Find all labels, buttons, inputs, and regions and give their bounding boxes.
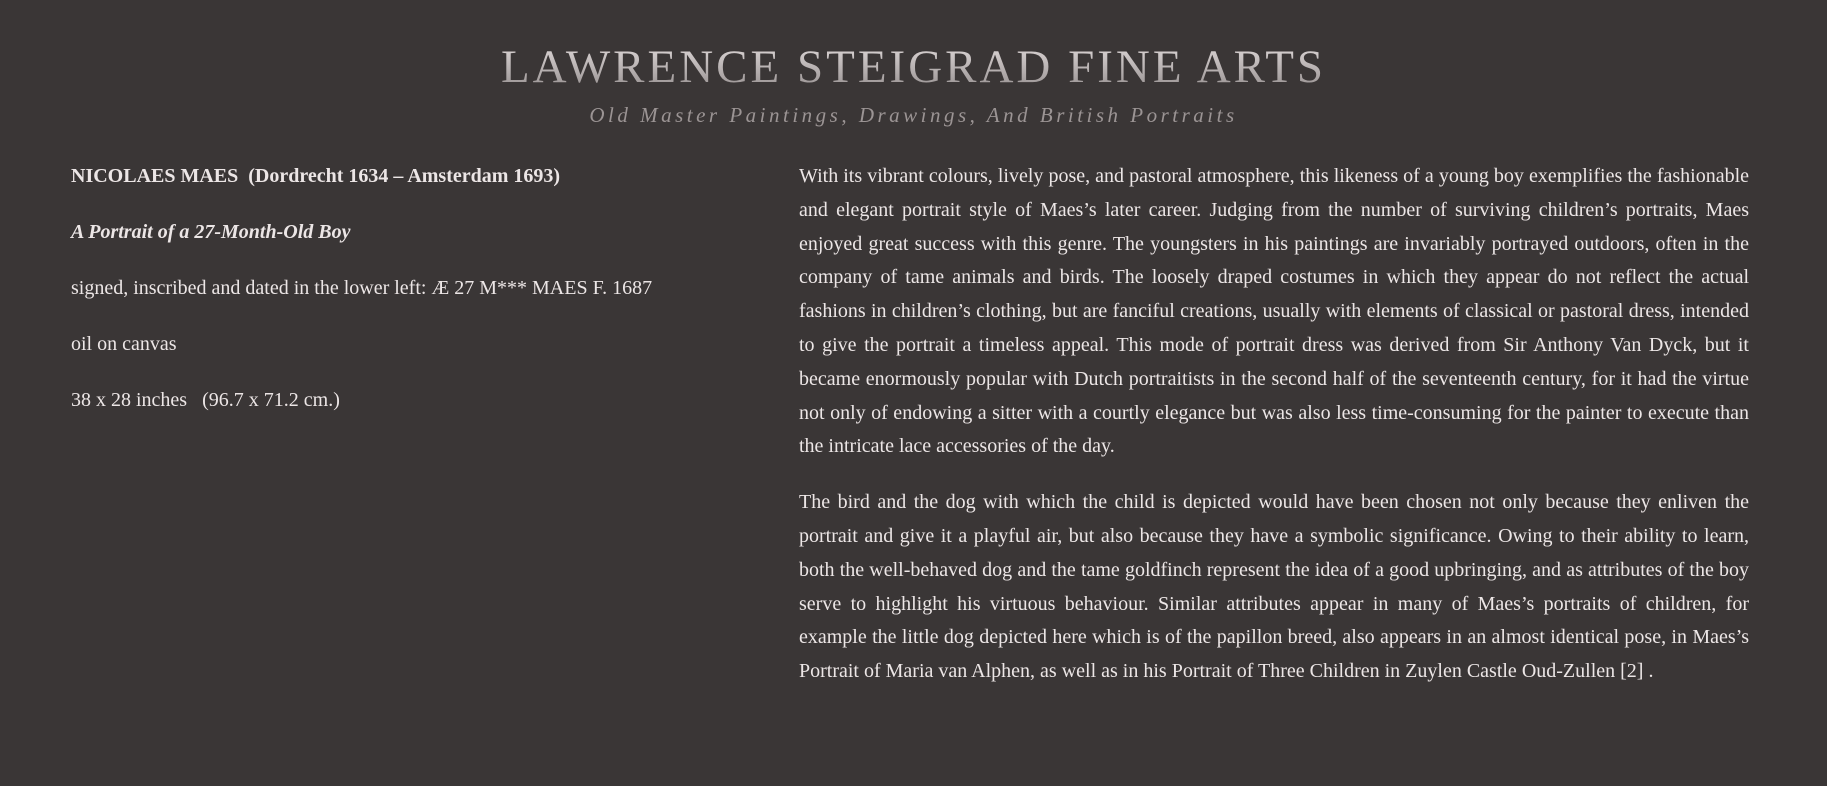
- artwork-medium: oil on canvas: [71, 333, 177, 355]
- artwork-dimensions: 38 x 28 inches (96.7 x 71.2 cm.): [71, 389, 340, 411]
- essay-paragraph-1: With its vibrant colours, lively pose, and pastoral atmosphere, this likeness of a young boy exemplifies the fashionable and elegant portrait style of Maes’s later career. Judging from the number of surviving children’s portraits, Maes enjoyed great success with this genre. The youngsters in his paintings are invariably portrayed outdoors, often in the company of tame animals and birds. The loosely draped costumes in which they appear do not reflect the actual fashions in children’s clothing, but are fanciful creations, usually with elements of classical or pastoral dress, intended to give the portrait a timeless appeal. This mode of portrait dress was derived from Sir Anthony Van Dyck, but it became enormously popular with Dutch portraitists in the second half of the seventeenth century, for it had the virtue not only of endowing a sitter with a courtly elegance but was also less time-consuming for the painter to execute than the intricate lace accessories of the day.: [799, 165, 1749, 458]
- artwork-title: A Portrait of a 27-Month-Old Boy: [71, 221, 351, 243]
- artwork-details: [71, 165, 751, 445]
- artist-name: NICOLAES MAES: [71, 165, 239, 187]
- site-title[interactable]: LAWRENCE STEIGRAD FINE ARTS: [0, 38, 1827, 96]
- artist-line: [71, 165, 751, 187]
- artist-dates: (Dordrecht 1634 – Amsterdam 1693): [248, 165, 561, 187]
- artwork-inscription: signed, inscribed and dated in the lower left: Æ 27 M*** MAES F. 1687: [71, 277, 653, 299]
- site-header: [0, 38, 1827, 128]
- site-subtitle: Old Master Paintings, Drawings, And British Portraits: [589, 103, 1238, 127]
- essay: [799, 160, 1749, 711]
- essay-paragraph-2: The bird and the dog with which the child is depicted would have been chosen not only because they enliven the portrait and give it a playful air, but also because they have a symbolic significance. Owing to their ability to learn, both the well-behaved dog and the tame goldfinch represent the idea of a good upbringing, and as attributes of the boy serve to highlight his virtuous behaviour. Similar attributes appear in many of Maes’s portraits of children, for example the little dog depicted here which is of the papillon breed, also appears in an almost identical pose, in Maes’s Portrait of Maria van Alphen, as well as in his Portrait of Three Children in Zuylen Castle Oud-Zullen [2] .: [799, 491, 1749, 683]
